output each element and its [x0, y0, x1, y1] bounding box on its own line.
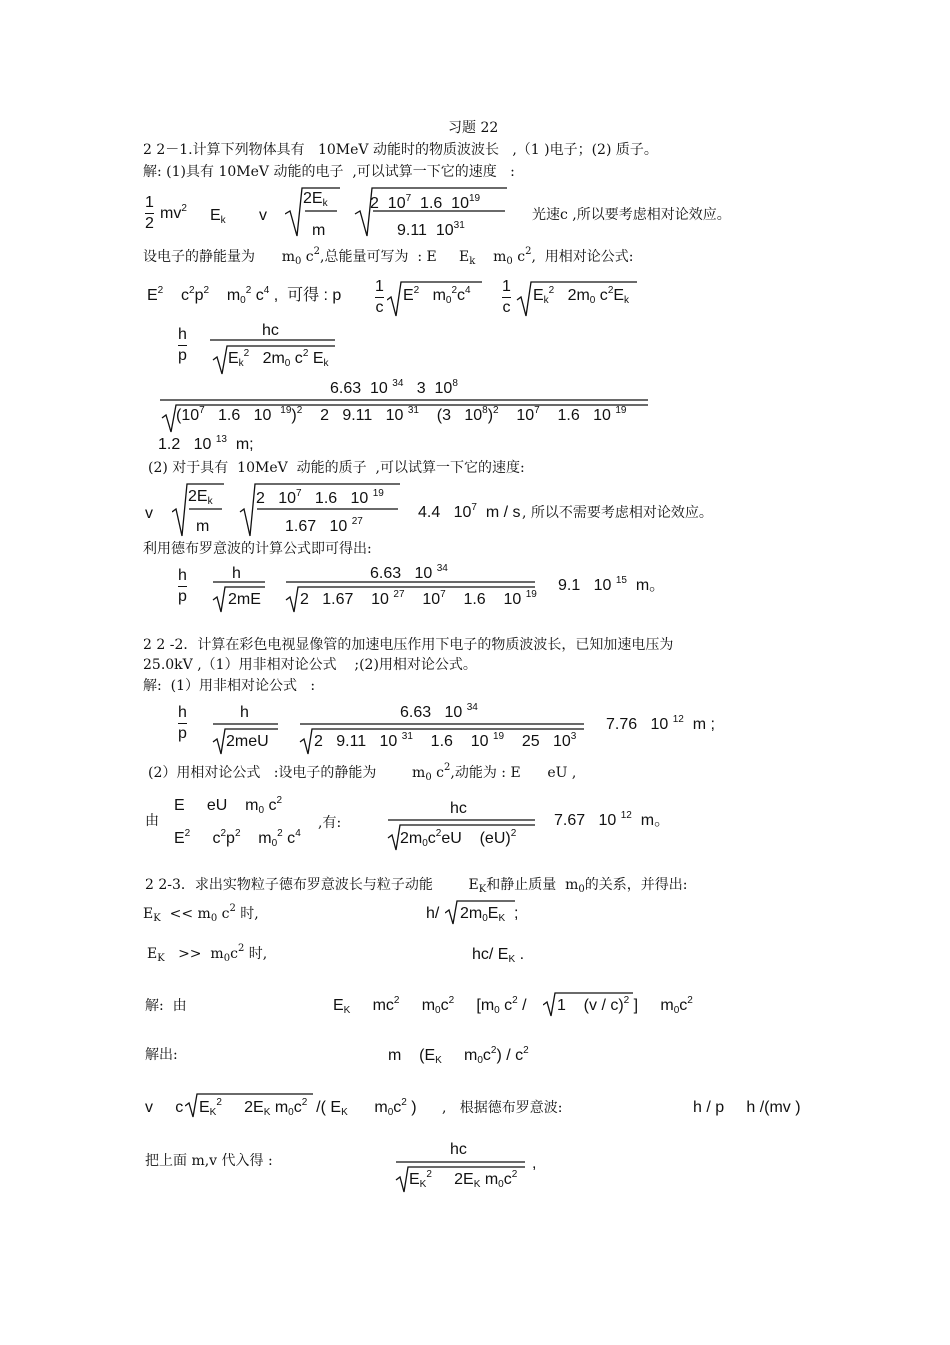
eq1-note: 光速c ,所以要考虑相对论效应。	[532, 207, 731, 223]
problem-2-question: 2 2 -2．计算在彩色电视显像管的加速电压作用下电子的物质波波长，已知加速电压为	[143, 637, 674, 653]
rest-energy-line: 设电子的静能量为 $m_0$ $c^2$,总能量可写为 : E $E_k$ $m_0$ $c^2$, 用相对论公式:	[143, 246, 634, 267]
p3-v-eq: v c	[145, 1099, 184, 1116]
problem-2-sol: 解: (1）用非相对论公式 :	[143, 678, 316, 694]
p3-final-num: hc	[450, 1141, 467, 1158]
problem-3-question: 2 2-3．求出实物粒子德布罗意波长与粒子动能 $E_K$和静止质量 $m_0$的关系，并得出:	[145, 877, 688, 895]
p3-final-den: $E_K^2$ $2E_K$ $m_0c^2$	[409, 1169, 518, 1190]
big-num: 6.63 10 $^{34}$ 3 $10^8$	[330, 378, 458, 397]
eq-half: 1 2	[145, 194, 154, 232]
v-den2: 1.67 10 $^{27}$	[285, 516, 363, 535]
p2-hc: hc	[450, 800, 467, 817]
p2-den: 2 9.11 10 $^{31}$ 1.6 10 $^{19}$ 25 $10^3$	[314, 731, 577, 750]
problem-1-question: 2 2－1.计算下列物体具有 10MeV 动能时的物质波波长 ,（1 )电子；(2) 质子。	[143, 142, 658, 158]
hc-num: hc	[262, 322, 279, 339]
p3-v-sqrt: $E_K^2$ $2E_K$ $m_0c^2$ /( $E_K$ $m_0c^2$ )	[199, 1097, 417, 1118]
p2-result-2: 7.67 10 $^{12}$ m。	[554, 810, 671, 829]
hc-den: $E_k^2$ $2m_0$ $c^2$ $E_k$	[228, 348, 329, 369]
p2-num: 6.63 10 $^{34}$	[400, 702, 478, 721]
v-note: , 所以不需要考虑相对论效应。	[522, 505, 713, 521]
p2-h-den: 2meU	[226, 733, 269, 750]
p3-db-rel: h / p h /(mv )	[693, 1099, 801, 1116]
p3-eq-sqrt: 1 (v / c)$^2$ ] $m_0c^2$	[557, 995, 693, 1016]
eq-v: v	[259, 207, 267, 224]
eq1-num2: 2 $10^7$ 1.6 $10^{19}$	[370, 193, 481, 212]
p-num: 6.63 10 $^{34}$	[370, 563, 448, 582]
v-den1: m	[196, 518, 210, 535]
p2-sys-1: E eU $m_0$ $c^2$	[174, 795, 283, 816]
p3-final-comma: ,	[532, 1155, 537, 1172]
p3-solve: 解出:	[145, 1047, 178, 1063]
eq2-sqrt1: $E^2$ $m_0^2c^4$	[403, 285, 471, 306]
v-num1: $2E_k$	[188, 488, 213, 507]
case-1-sqrt: $2m_0E_K$ ;	[460, 905, 519, 924]
p2-have: ,有:	[318, 815, 342, 831]
p2-h-num: h	[240, 704, 249, 721]
p2-result-1: 7.76 10 $^{12}$ m ;	[606, 714, 715, 733]
p3-sol: 解: 由	[145, 998, 187, 1014]
p-den: 2 1.67 10 $^{27}$ $10^7$ 1.6 10 $^{19}$	[300, 589, 537, 608]
case-1-result: h/	[426, 905, 440, 922]
eq-ek: $E_k$	[210, 207, 226, 226]
proton-intro: (2) 对于具有 10MeV 动能的质子 ,可以试算一下它的速度:	[148, 460, 525, 476]
problem-1-intro: 解: (1)具有 10MeV 动能的电子 ,可以试算一下它的速度 :	[143, 164, 515, 180]
p3-eq-sol: $E_K$ $mc^2$ $m_0c^2$ [$m_0$ $c^2$ /	[333, 995, 532, 1016]
p-h-den: 2mE	[228, 591, 261, 608]
case-1: $E_K << m_0$ $c^2$ 时,	[143, 903, 259, 924]
p-lambda-frac: h p	[178, 567, 187, 605]
problem-2-question-2: 25.0kV ,（1）用非相对论公式 ;(2)用相对论公式。	[143, 657, 477, 673]
eq2-frac1: 1 c	[375, 278, 384, 316]
p3-sub: 把上面 m,v 代入得 :	[145, 1153, 273, 1169]
p-h-num: h	[232, 565, 241, 582]
p2-rel-line: (2）用相对论公式 :设电子的静能为 $m_0$ $c^2$,动能为 : E eU ,	[148, 762, 577, 783]
eq1-num: $2E_k$	[303, 190, 328, 209]
case-2: $E_K >> m_0c^2$ 时,	[147, 943, 268, 964]
eq2-left: $E^2$ $c^2p^2$ $m_0^2$ $c^4$ , 可得 : p	[147, 285, 342, 306]
lambda-frac: h p	[178, 326, 187, 364]
p2-hc-den: $2m_0c^2eU$ (eU)$^2$	[400, 828, 517, 849]
eq1-den2: 9.11 $10^{31}$	[397, 220, 465, 239]
p2-lambda-frac: h p	[178, 704, 187, 742]
eq-mv2: $mv^2$	[160, 203, 187, 222]
case-2-result: hc/ $E_K$ .	[472, 946, 525, 965]
p3-m-eq: m ($E_K$ $m_0c^2) / c^2$	[388, 1045, 529, 1066]
p2-by: 由	[145, 813, 159, 829]
result-1: 1.2 10 $^{13}$ m;	[158, 434, 254, 453]
v-num2: 2 $10^7$ 1.6 10 $^{19}$	[256, 488, 384, 507]
p3-by-db: , 根据德布罗意波:	[442, 1100, 563, 1116]
eq2-frac2: 1 c	[502, 278, 511, 316]
page-title: 习题 22	[448, 120, 499, 136]
p2-sys-2: $E^2$ $c^2p^2$ $m_0^2$ $c^4$	[174, 828, 301, 849]
v-result: 4.4 $10^7$ m / s	[418, 502, 521, 521]
big-den: ($10^7$ 1.6 10 $^{19}$)$^2$ 2 9.11 10 $^{31}$ (3 $10^8)^2$ $10^7$ 1.6 10 $^{19}$	[176, 405, 627, 424]
result-2: 9.1 10 $^{15}$ m。	[558, 575, 666, 594]
eq2-sqrt2: $E_k^2$ $2m_0$ $c^2E_k$	[533, 285, 630, 306]
v-label: v	[145, 505, 153, 522]
debroglie-line: 利用德布罗意波的计算公式即可得出:	[143, 541, 372, 557]
eq1-den: m	[312, 222, 326, 239]
